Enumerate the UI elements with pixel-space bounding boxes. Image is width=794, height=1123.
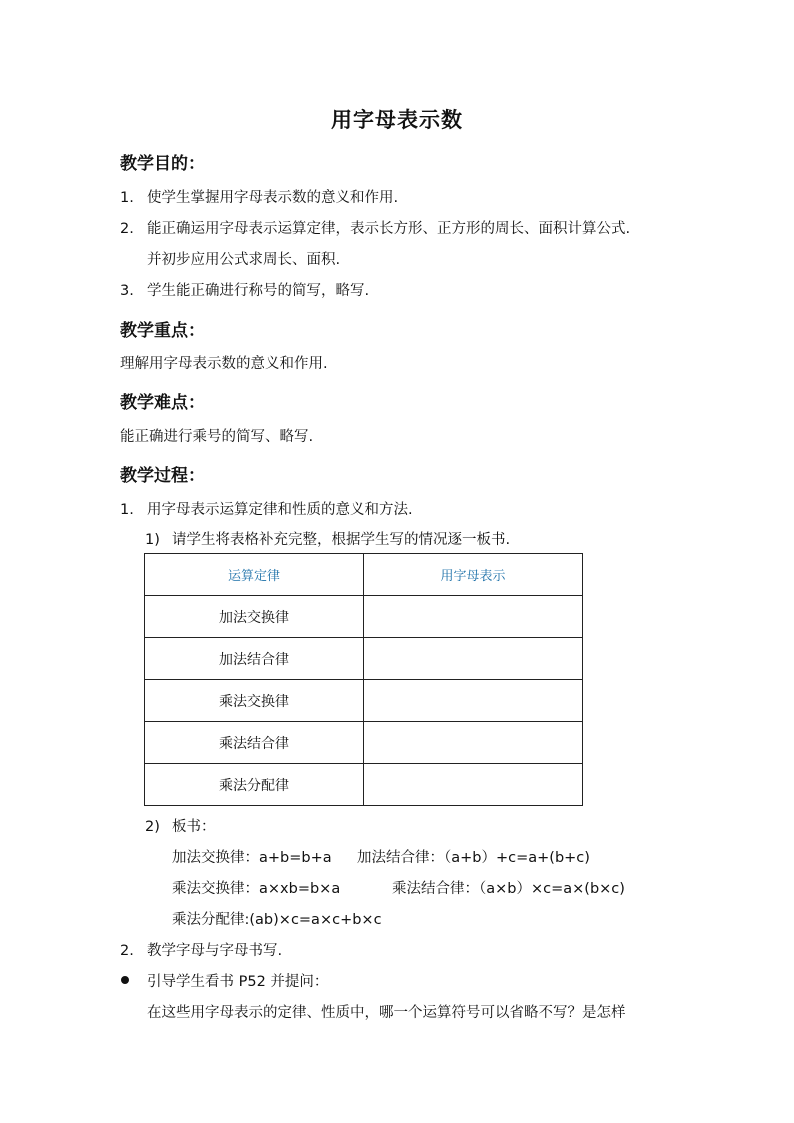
table-cell-law: 乘法分配律: [145, 764, 364, 806]
process-sub-1: [145, 528, 510, 549]
goal-number: 3.: [120, 283, 134, 299]
table-row: [145, 722, 583, 764]
table-cell-law: 加法结合律: [145, 638, 364, 680]
page-title: 用字母表示数: [331, 108, 463, 132]
table-row: [145, 638, 583, 680]
key-text: 理解用字母表示数的意义和作用.: [120, 356, 328, 372]
process-heading: 教学过程：: [120, 466, 205, 486]
board-line-addition-associative: 加法结合律：（a+b）+c=a+(b+c): [357, 850, 590, 866]
table-cell-law: 乘法交换律: [145, 680, 364, 722]
goal-item-3: [120, 279, 369, 300]
sub-number: 2): [145, 819, 160, 835]
sub-text: 板书：: [172, 819, 216, 835]
difficulty-text: 能正确进行乘号的简写、略写.: [120, 429, 314, 445]
table-header-law: 运算定律: [145, 554, 364, 596]
goal-item-1: [120, 186, 398, 207]
process-step-1: [120, 498, 413, 519]
question-text: 在这些用字母表示的定律、性质中，哪一个运算符号可以省略不写？是怎样: [147, 1005, 626, 1021]
board-line-multiplication-associative: 乘法结合律：（a×b）×c=a×(b×c): [392, 881, 625, 897]
table-row: [145, 596, 583, 638]
table-cell-blank: [364, 722, 583, 764]
bullet-dot: [121, 976, 129, 984]
table-header-row: [145, 554, 583, 596]
step-text: 教学字母与字母书写.: [147, 943, 283, 959]
board-line-multiplication-distributive: 乘法分配律:(ab)×c=a×c+b×c: [172, 912, 382, 928]
board-line-addition-commutative: 加法交换律：a+b=b+a: [172, 850, 332, 866]
table-row: [145, 764, 583, 806]
goal-text: 并初步应用公式求周长、面积.: [147, 252, 341, 268]
step-text: 用字母表示运算定律和性质的意义和方法.: [147, 502, 413, 518]
table-header-letter-form: 用字母表示: [364, 554, 583, 596]
difficulty-heading: 教学难点：: [120, 393, 205, 413]
sub-number: 1): [145, 532, 160, 548]
table-cell-blank: [364, 680, 583, 722]
process-sub-2: [145, 815, 216, 836]
table-cell-law: 加法交换律: [145, 596, 364, 638]
sub-text: 请学生将表格补充完整，根据学生写的情况逐一板书.: [172, 532, 511, 548]
table-cell-blank: [364, 638, 583, 680]
goals-heading: 教学目的：: [120, 154, 205, 174]
board-line-multiplication-commutative: 乘法交换律：a×xb=b×a: [172, 881, 341, 897]
bullet-text: 引导学生看书 P52 并提问：: [147, 974, 329, 990]
key-heading: 教学重点：: [120, 321, 205, 341]
table-cell-law: 乘法结合律: [145, 722, 364, 764]
goal-item-2: [120, 217, 630, 238]
table-row: [145, 680, 583, 722]
goal-text: 使学生掌握用字母表示数的意义和作用.: [147, 190, 399, 206]
goal-item-2-continued: [147, 248, 340, 269]
process-step-2: [120, 939, 282, 960]
step-number: 1.: [120, 502, 134, 518]
goal-text: 能正确运用字母表示运算定律，表示长方形、正方形的周长、面积计算公式.: [147, 221, 631, 237]
step-number: 2.: [120, 943, 134, 959]
table-cell-blank: [364, 764, 583, 806]
goal-number: 1.: [120, 190, 134, 206]
goal-number: 2.: [120, 221, 134, 237]
goal-text: 学生能正确进行称号的简写，略写.: [147, 283, 370, 299]
table-cell-blank: [364, 596, 583, 638]
laws-table: [144, 553, 583, 806]
